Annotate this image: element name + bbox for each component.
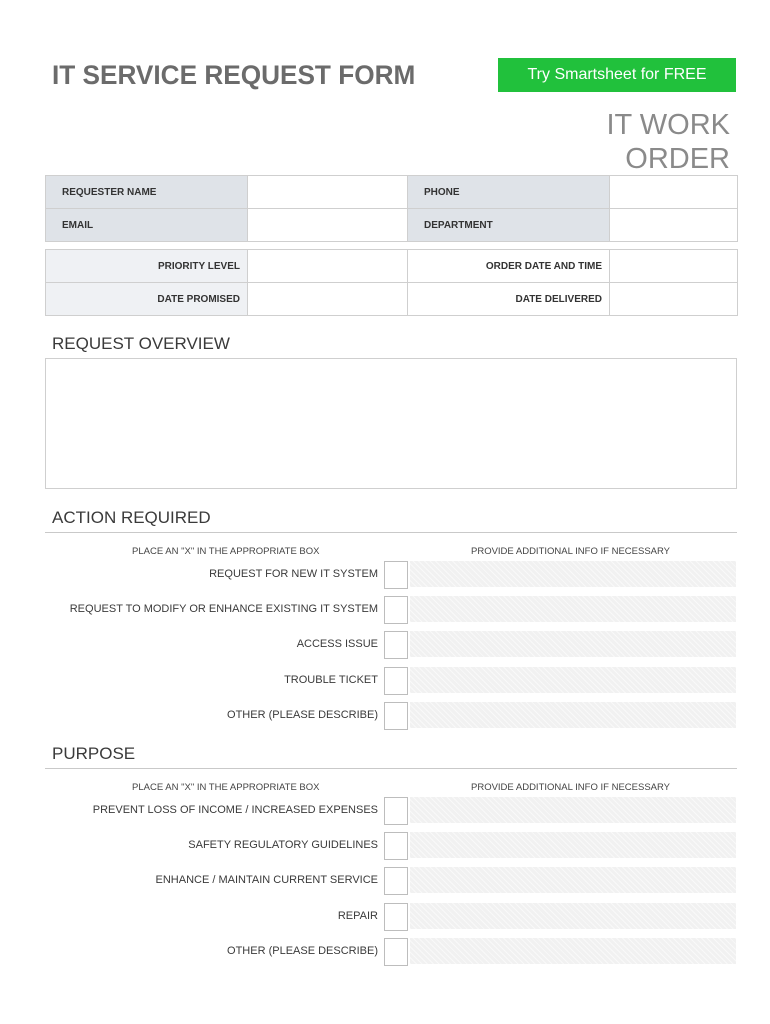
phone-label: PHONE bbox=[408, 176, 610, 209]
department-field[interactable] bbox=[610, 209, 738, 242]
option-checkbox[interactable] bbox=[384, 667, 408, 695]
date-promised-label: DATE PROMISED bbox=[46, 283, 248, 316]
option-label: SAFETY REGULATORY GUIDELINES bbox=[188, 839, 378, 852]
department-label: DEPARTMENT bbox=[408, 209, 610, 242]
option-label: REQUEST TO MODIFY OR ENHANCE EXISTING IT SYSTEM bbox=[69, 603, 378, 616]
work-order-line1: IT WORK bbox=[606, 109, 730, 141]
table-row bbox=[46, 176, 738, 209]
option-checkbox[interactable] bbox=[384, 561, 408, 589]
option-checkbox[interactable] bbox=[384, 832, 408, 860]
additional-info-field[interactable] bbox=[410, 561, 736, 587]
date-delivered-label: DATE DELIVERED bbox=[408, 283, 610, 316]
try-smartsheet-button[interactable]: Try Smartsheet for FREE bbox=[498, 58, 736, 92]
action-info-hint: PROVIDE ADDITIONAL INFO IF NECESSARY bbox=[471, 546, 671, 557]
option-label: OTHER (PLEASE DESCRIBE) bbox=[227, 708, 378, 721]
option-label: OTHER (PLEASE DESCRIBE) bbox=[227, 944, 378, 957]
option-checkbox[interactable] bbox=[384, 702, 408, 730]
table-row bbox=[46, 250, 738, 283]
request-overview-heading: REQUEST OVERVIEW bbox=[52, 334, 230, 353]
divider bbox=[45, 768, 737, 769]
additional-info-field[interactable] bbox=[410, 702, 736, 728]
additional-info-field[interactable] bbox=[410, 667, 736, 693]
option-checkbox[interactable] bbox=[384, 596, 408, 624]
priority-level-label: PRIORITY LEVEL bbox=[46, 250, 248, 283]
additional-info-field[interactable] bbox=[410, 938, 736, 964]
additional-info-field[interactable] bbox=[410, 832, 736, 858]
table-row bbox=[46, 209, 738, 242]
action-required-heading: ACTION REQUIRED bbox=[52, 508, 211, 527]
additional-info-field[interactable] bbox=[410, 903, 736, 929]
requester-name-field[interactable] bbox=[248, 176, 408, 209]
purpose-info-hint: PROVIDE ADDITIONAL INFO IF NECESSARY bbox=[471, 782, 671, 793]
requester-table bbox=[45, 175, 738, 242]
work-order-heading bbox=[510, 108, 730, 176]
option-label: PREVENT LOSS OF INCOME / INCREASED EXPENSES bbox=[92, 804, 378, 816]
additional-info-field[interactable] bbox=[410, 797, 736, 823]
order-table bbox=[45, 249, 738, 316]
option-label: TROUBLE TICKET bbox=[284, 673, 378, 686]
option-checkbox[interactable] bbox=[384, 903, 408, 931]
date-delivered-field[interactable] bbox=[610, 283, 738, 316]
priority-level-field[interactable] bbox=[248, 250, 408, 283]
option-label: REPAIR bbox=[337, 909, 378, 922]
form-title: IT SERVICE REQUEST FORM bbox=[52, 60, 416, 90]
date-promised-field[interactable] bbox=[248, 283, 408, 316]
request-overview-field[interactable] bbox=[45, 358, 737, 489]
option-checkbox[interactable] bbox=[384, 797, 408, 825]
additional-info-field[interactable] bbox=[410, 631, 736, 657]
option-label: REQUEST FOR NEW IT SYSTEM bbox=[209, 568, 378, 580]
option-checkbox[interactable] bbox=[384, 631, 408, 659]
phone-field[interactable] bbox=[610, 176, 738, 209]
additional-info-field[interactable] bbox=[410, 596, 736, 622]
option-checkbox[interactable] bbox=[384, 938, 408, 966]
purpose-checkbox-hint: PLACE AN "X" IN THE APPROPRIATE BOX bbox=[132, 782, 320, 793]
action-checkbox-hint: PLACE AN "X" IN THE APPROPRIATE BOX bbox=[132, 546, 320, 557]
option-label: ACCESS ISSUE bbox=[296, 638, 378, 651]
email-label: EMAIL bbox=[46, 209, 248, 242]
work-order-line2: ORDER bbox=[625, 143, 730, 175]
order-date-label: ORDER DATE AND TIME bbox=[408, 250, 610, 283]
order-date-field[interactable] bbox=[610, 250, 738, 283]
option-checkbox[interactable] bbox=[384, 867, 408, 895]
table-row bbox=[46, 283, 738, 316]
additional-info-field[interactable] bbox=[410, 867, 736, 893]
email-field[interactable] bbox=[248, 209, 408, 242]
requester-name-label: REQUESTER NAME bbox=[46, 176, 248, 209]
purpose-heading: PURPOSE bbox=[52, 744, 136, 763]
option-label: ENHANCE / MAINTAIN CURRENT SERVICE bbox=[155, 874, 378, 887]
divider bbox=[45, 532, 737, 533]
